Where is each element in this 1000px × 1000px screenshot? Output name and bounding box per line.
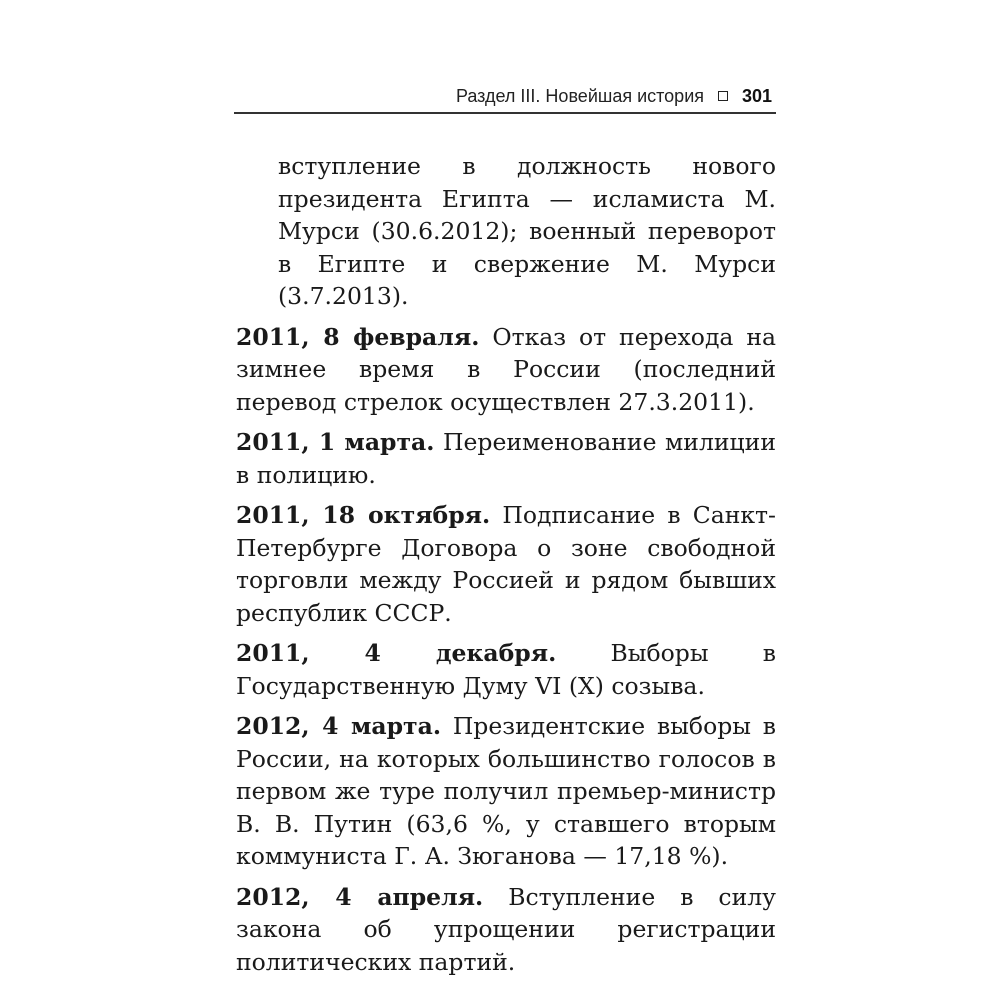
entry-text: Президентские выборы в России, на которых большинство голосов в первом же туре получил премьер-министр В. В. Путин (63,6 %, у ставшего вторым коммуниста Г. А. Зюганова — 17,18 %). xyxy=(236,712,776,870)
entry-date: 2011, 1 марта. xyxy=(236,428,435,456)
chronology-entry xyxy=(236,637,776,702)
chronology-entry xyxy=(236,499,776,629)
entry-date: 2012, 4 апреля. xyxy=(236,882,484,911)
entry-text: вступление в должность нового президента Египта — исламиста М. Мурси (30.6.2012); военный переворот в Египте и свержение М. Мурси (3.7.2013). xyxy=(278,152,776,310)
chronology-entry xyxy=(236,321,776,419)
entry-text: Отказ от перехода на зимнее время в России (последний перевод стрелок осуществлен 27.3.2011). xyxy=(236,322,777,416)
chronology-entry xyxy=(236,426,776,491)
entry-text: Вступление в силу закона об упрощении регистрации политических партий. xyxy=(236,882,776,976)
entry-text: Переименование милиции в полицию. xyxy=(236,428,776,489)
entry-text: Подписание в Санкт-Петербурге Договора о зоне свободной торговли между Россией и рядом бывших республик СССР. xyxy=(236,501,776,627)
chronology-entry xyxy=(236,881,776,979)
entry-date: 2011, 18 октября. xyxy=(236,501,491,529)
entry-date: 2011, 4 декабря. xyxy=(236,639,557,667)
entry-date: 2012, 4 марта. xyxy=(236,712,441,740)
entry-date: 2011, 8 февраля. xyxy=(236,322,480,351)
entry-text: Выборы в Государственную Думу VI (X) созыва. xyxy=(236,639,776,700)
section-title: Раздел III. Новейшая история xyxy=(455,86,704,106)
page-number: 301 xyxy=(741,86,772,106)
chronology-entry xyxy=(236,710,776,873)
running-header xyxy=(234,82,776,114)
entry-continuation xyxy=(236,150,776,313)
square-bullet-icon xyxy=(718,91,728,101)
page-body xyxy=(236,150,776,986)
